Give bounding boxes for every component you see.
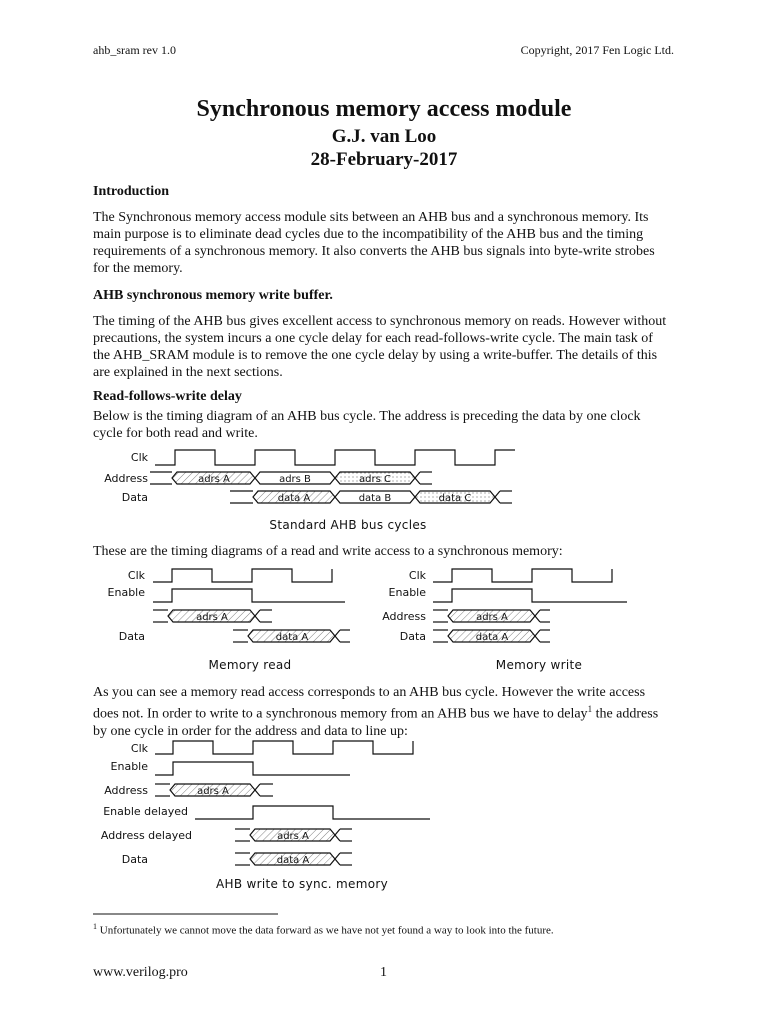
cell-label: adrs C	[359, 474, 391, 485]
text-line: by one cycle in order for the address and data to line up:	[93, 723, 408, 739]
text-line: main purpose is to eliminate dead cycles due to the incompatibility of the AHB bus and the timing	[93, 227, 644, 242]
signal-label-address: Address	[104, 472, 148, 485]
clk-waveform	[433, 569, 612, 582]
footnote-reference[interactable]: 1	[587, 704, 593, 714]
timing-intro-line: These are the timing diagrams of a read and write access to a synchronous memory:	[93, 544, 563, 559]
signal-label-data: Data	[121, 853, 148, 866]
document-author: G.J. van Loo	[331, 126, 437, 147]
signal-label-clk: Clk	[408, 569, 426, 582]
cell-label: adrs B	[279, 474, 311, 485]
cell-label: data C	[438, 493, 472, 504]
text-line: requirements of a synchronous memory. It also converts the AHB bus signals into byte-write strobes	[93, 244, 655, 259]
memory-write-diagram	[433, 569, 627, 642]
cell-label: adrs A	[277, 831, 309, 842]
signal-label-enable: Enable	[110, 760, 148, 773]
diagram-caption: Memory read	[208, 658, 292, 672]
cell-label: data B	[358, 493, 392, 504]
cell-label: data A	[276, 855, 310, 866]
enable-waveform	[153, 589, 345, 602]
enable-waveform	[433, 589, 627, 602]
text-line: precautions, the system incurs a one cycle delay for each read-follows-write cycle. The main task of	[93, 331, 653, 346]
signal-label-data: Data	[118, 630, 145, 643]
signal-label-data: Data	[121, 491, 148, 504]
memory-read-diagram	[153, 569, 350, 642]
cell-label: data A	[475, 632, 509, 643]
signal-label-data: Data	[399, 630, 426, 643]
signal-label-address: Address	[382, 610, 426, 623]
document-title: Synchronous memory access module	[196, 96, 572, 122]
signal-label-clk: Clk	[130, 742, 148, 755]
diagram-caption: Standard AHB bus cycles	[269, 518, 427, 532]
signal-label-clk: Clk	[130, 451, 148, 464]
footnote-text: Unfortunately we cannot move the data forward as we have not yet found a way to look into the future.	[97, 924, 554, 937]
clk-waveform	[155, 450, 515, 465]
enable-delayed-waveform	[195, 806, 430, 819]
footnote	[93, 922, 554, 937]
document-date: 28-February-2017	[310, 149, 458, 170]
cell-label: adrs A	[476, 612, 508, 623]
heading-introduction: Introduction	[93, 184, 169, 199]
signal-label-address-delayed: Address delayed	[100, 829, 192, 842]
cell-label: adrs A	[196, 612, 228, 623]
signal-label-enable: Enable	[388, 586, 426, 599]
text-line: are explained in the next sections.	[93, 365, 283, 380]
cell-label: data A	[275, 632, 309, 643]
text-line: for the memory.	[93, 261, 183, 276]
cell-label: data A	[277, 493, 311, 504]
signal-label-clk: Clk	[127, 569, 145, 582]
text-line: As you can see a memory read access corresponds to an AHB bus cycle. However the write access	[93, 685, 646, 700]
cell-label: adrs A	[197, 786, 229, 797]
signal-label-enable-delayed: Enable delayed	[103, 805, 188, 818]
footer-url[interactable]: www.verilog.pro	[93, 965, 188, 980]
clk-waveform	[153, 569, 332, 582]
running-header-right: Copyright, 2017 Fen Logic Ltd.	[520, 43, 674, 57]
footnote-mark: 1	[93, 922, 97, 931]
heading-write-buffer: AHB synchronous memory write buffer.	[93, 288, 333, 303]
cell-label: adrs A	[198, 474, 230, 485]
diagram-caption: Memory write	[495, 658, 583, 672]
text-line-part: does not. In order to write to a synchronous memory from an AHB bus we have to delay	[93, 706, 588, 722]
page-number: 1	[380, 965, 387, 980]
diagram-caption: AHB write to sync. memory	[216, 877, 388, 891]
text-line: cycle for both read and write.	[93, 426, 258, 441]
ahb-write-sync-diagram	[155, 741, 430, 865]
running-header-left: ahb_sram rev 1.0	[93, 43, 176, 57]
text-line: The timing of the AHB bus gives excellent access to synchronous memory on reads. However without	[93, 314, 667, 329]
heading-read-follows-write: Read-follows-write delay	[93, 389, 242, 404]
clk-waveform	[155, 741, 413, 754]
text-line: The Synchronous memory access module sits between an AHB bus and a synchronous memory. Its	[93, 210, 649, 225]
text-line: the AHB_SRAM module is to remove the one cycle delay by using a write-buffer. The details of this	[93, 348, 658, 363]
enable-waveform	[155, 762, 350, 775]
signal-label-address: Address	[104, 784, 148, 797]
signal-label-enable: Enable	[107, 586, 145, 599]
text-line-part: the address	[592, 706, 659, 722]
text-line: Below is the timing diagram of an AHB bus cycle. The address is preceding the data by one clock	[93, 409, 641, 424]
